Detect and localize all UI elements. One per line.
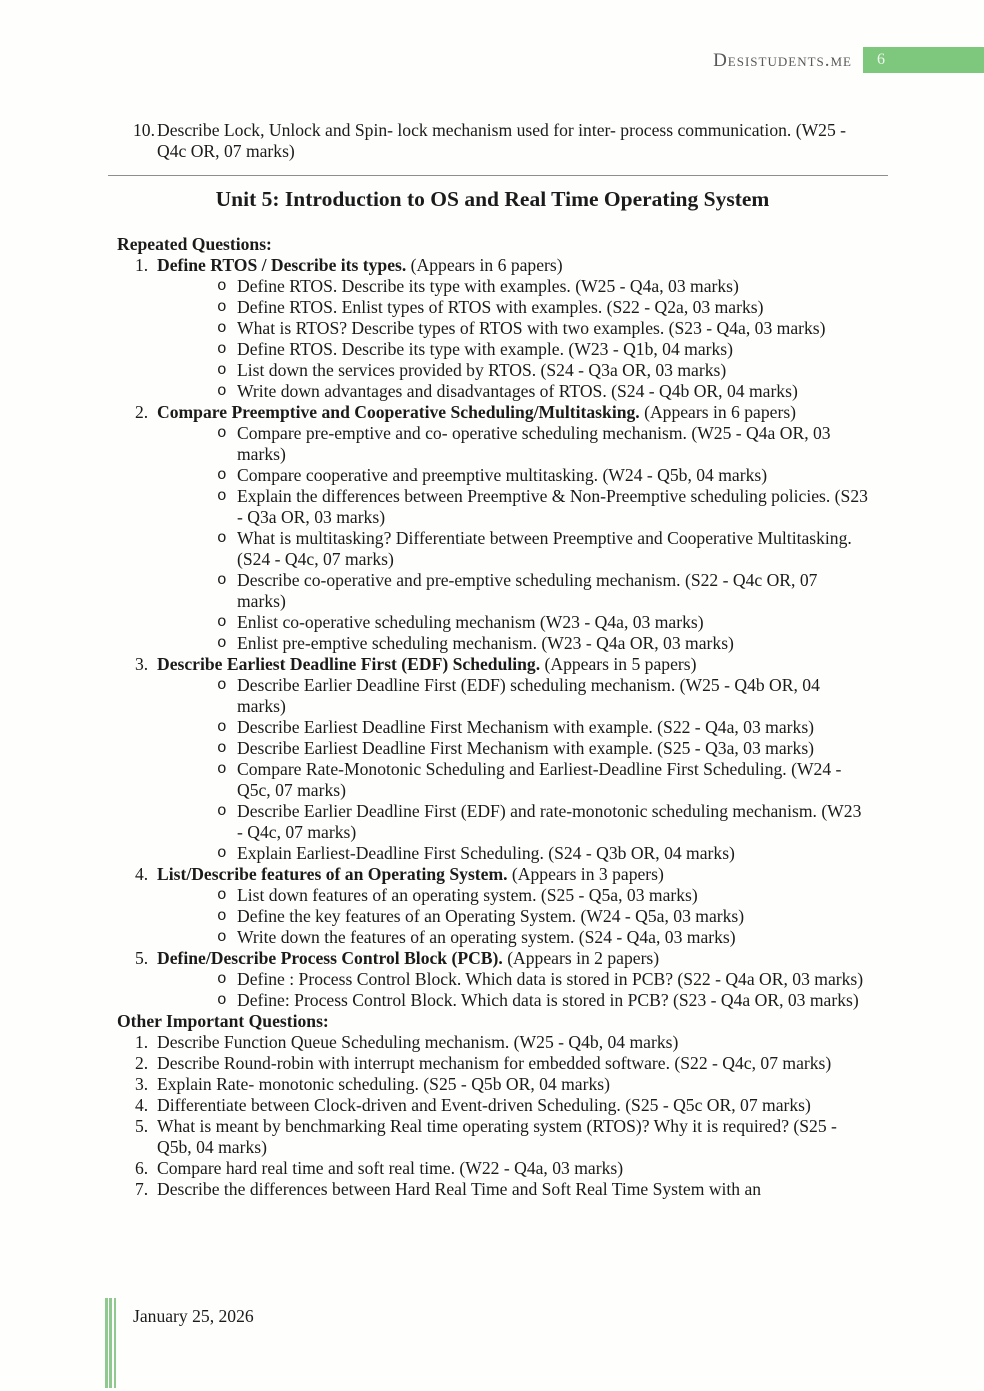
question-item bbox=[117, 948, 868, 1011]
circle-bullet-icon: o bbox=[217, 277, 227, 295]
question-item bbox=[117, 1053, 868, 1074]
section-divider bbox=[108, 175, 888, 176]
question-item bbox=[117, 120, 868, 162]
circle-bullet-icon: o bbox=[217, 466, 227, 484]
item-number: 7. bbox=[135, 1179, 149, 1199]
item-text: (Appears in 2 papers) bbox=[502, 948, 660, 968]
sub-question-text: Describe Earlier Deadline First (EDF) and rate-monotonic scheduling mechanism. (W23 - Q4c, 07 marks) bbox=[237, 801, 862, 842]
sub-question-item bbox=[157, 990, 868, 1011]
item-number: 4. bbox=[135, 1095, 149, 1115]
sub-question-item bbox=[157, 339, 868, 360]
sub-question-item bbox=[157, 633, 868, 654]
footer-decorative-lines bbox=[105, 1298, 118, 1388]
item-text: Describe Lock, Unlock and Spin- lock mechanism used for inter- process communication. (W25 - Q4c OR, 07 marks) bbox=[157, 120, 847, 161]
green-line bbox=[109, 1298, 112, 1388]
document-content bbox=[117, 120, 868, 1200]
circle-bullet-icon: o bbox=[217, 718, 227, 736]
circle-bullet-icon: o bbox=[217, 739, 227, 757]
item-bold-text: Compare Preemptive and Cooperative Scheduling/Multitasking. bbox=[157, 402, 640, 422]
item-bold-text: Define RTOS / Describe its types. bbox=[157, 255, 407, 275]
sub-question-item bbox=[157, 675, 868, 717]
question-item bbox=[117, 1158, 868, 1179]
sub-question-item bbox=[157, 969, 868, 990]
item-text: Describe Function Queue Scheduling mechanism. (W25 - Q4b, 04 marks) bbox=[157, 1032, 679, 1052]
questions-area bbox=[117, 234, 868, 1200]
sub-question-text: Enlist pre-emptive scheduling mechanism. (W23 - Q4a OR, 03 marks) bbox=[237, 633, 734, 653]
item-text: Explain Rate- monotonic scheduling. (S25 - Q5b OR, 04 marks) bbox=[157, 1074, 610, 1094]
circle-bullet-icon: o bbox=[217, 340, 227, 358]
circle-bullet-icon: o bbox=[217, 970, 227, 988]
question-item bbox=[117, 1095, 868, 1116]
sub-question-item bbox=[157, 465, 868, 486]
sub-question-text: Compare Rate-Monotonic Scheduling and Earliest-Deadline First Scheduling. (W24 - Q5c, 07 marks) bbox=[237, 759, 842, 800]
sub-question-text: What is multitasking? Differentiate between Preemptive and Cooperative Multitasking. (S24 - Q4c, 07 marks) bbox=[237, 528, 852, 569]
unit-title: Unit 5: Introduction to OS and Real Time Operating System bbox=[215, 187, 770, 211]
sub-question-item bbox=[157, 360, 868, 381]
circle-bullet-icon: o bbox=[217, 886, 227, 904]
item-bold-text: List/Describe features of an Operating System. bbox=[157, 864, 508, 884]
sub-question-text: Enlist co-operative scheduling mechanism (W23 - Q4a, 03 marks) bbox=[237, 612, 704, 632]
item-number: 1. bbox=[135, 1032, 149, 1052]
site-name: Desistudents.me bbox=[713, 50, 852, 71]
circle-bullet-icon: o bbox=[217, 319, 227, 337]
section-heading: Repeated Questions: bbox=[117, 234, 272, 254]
sub-question-text: Describe Earliest Deadline First Mechanism with example. (S22 - Q4a, 03 marks) bbox=[237, 717, 815, 737]
item-text: Describe the differences between Hard Real Time and Soft Real Time System with an bbox=[157, 1179, 762, 1199]
circle-bullet-icon: o bbox=[217, 991, 227, 1009]
sub-question-text: Compare pre-emptive and co- operative scheduling mechanism. (W25 - Q4a OR, 03 marks) bbox=[237, 423, 831, 464]
item-number: 3. bbox=[135, 1074, 149, 1094]
question-item bbox=[117, 1032, 868, 1053]
page-number-badge bbox=[863, 47, 984, 73]
sub-question-item bbox=[157, 570, 868, 612]
circle-bullet-icon: o bbox=[217, 298, 227, 316]
item-number: 1. bbox=[135, 255, 149, 275]
sub-question-text: Explain the differences between Preemptive & Non-Preemptive scheduling policies. (S23 - Q3a OR, 03 marks) bbox=[237, 486, 868, 527]
item-number: 3. bbox=[135, 654, 149, 674]
sub-question-item bbox=[157, 738, 868, 759]
item-text: (Appears in 3 papers) bbox=[507, 864, 664, 884]
sub-question-item bbox=[157, 381, 868, 402]
sub-question-text: Define: Process Control Block. Which data is stored in PCB? (S23 - Q4a OR, 03 marks) bbox=[237, 990, 859, 1010]
sub-question-item bbox=[157, 318, 868, 339]
circle-bullet-icon: o bbox=[217, 928, 227, 946]
item-number: 4. bbox=[135, 864, 149, 884]
question-item bbox=[117, 1179, 868, 1200]
sub-question-text: List down features of an operating system. (S25 - Q5a, 03 marks) bbox=[237, 885, 698, 905]
item-subs bbox=[157, 885, 868, 948]
item-text: (Appears in 6 papers) bbox=[406, 255, 563, 275]
page-number: 6 bbox=[877, 51, 885, 68]
sub-question-text: Compare cooperative and preemptive multitasking. (W24 - Q5b, 04 marks) bbox=[237, 465, 768, 485]
item-number: 5. bbox=[135, 948, 149, 968]
item-text: What is meant by benchmarking Real time operating system (RTOS)? Why it is required? (S25 - Q5b, 04 marks) bbox=[157, 1116, 837, 1157]
sub-question-text: List down the services provided by RTOS. (S24 - Q3a OR, 03 marks) bbox=[237, 360, 727, 380]
sub-question-item bbox=[157, 423, 868, 465]
item-number: 6. bbox=[135, 1158, 149, 1178]
item-text: (Appears in 5 papers) bbox=[540, 654, 697, 674]
sub-question-item bbox=[157, 486, 868, 528]
green-line bbox=[105, 1298, 108, 1388]
item-bold-text: Describe Earliest Deadline First (EDF) Scheduling. bbox=[157, 654, 541, 674]
circle-bullet-icon: o bbox=[217, 802, 227, 820]
circle-bullet-icon: o bbox=[217, 844, 227, 862]
sub-question-text: Describe Earliest Deadline First Mechanism with example. (S25 - Q3a, 03 marks) bbox=[237, 738, 815, 758]
circle-bullet-icon: o bbox=[217, 676, 227, 694]
circle-bullet-icon: o bbox=[217, 907, 227, 925]
sub-question-item bbox=[157, 717, 868, 738]
section-items bbox=[117, 1032, 868, 1200]
sub-question-text: Define RTOS. Describe its type with examples. (W25 - Q4a, 03 marks) bbox=[237, 276, 739, 296]
sub-question-item bbox=[157, 612, 868, 633]
circle-bullet-icon: o bbox=[217, 613, 227, 631]
sub-question-text: Describe Earlier Deadline First (EDF) scheduling mechanism. (W25 - Q4b OR, 04 marks) bbox=[237, 675, 820, 716]
question-item bbox=[117, 255, 868, 402]
circle-bullet-icon: o bbox=[217, 487, 227, 505]
sub-question-item bbox=[157, 297, 868, 318]
sub-question-text: Define RTOS. Enlist types of RTOS with examples. (S22 - Q2a, 03 marks) bbox=[237, 297, 764, 317]
question-section bbox=[117, 234, 868, 1011]
circle-bullet-icon: o bbox=[217, 634, 227, 652]
green-line bbox=[114, 1298, 117, 1388]
circle-bullet-icon: o bbox=[217, 382, 227, 400]
sub-question-text: Define the key features of an Operating System. (W24 - Q5a, 03 marks) bbox=[237, 906, 745, 926]
sub-question-item bbox=[157, 927, 868, 948]
sub-question-item bbox=[157, 276, 868, 297]
item-number: 10. bbox=[133, 120, 155, 140]
item-subs bbox=[157, 969, 868, 1011]
question-item bbox=[117, 1074, 868, 1095]
circle-bullet-icon: o bbox=[217, 529, 227, 547]
sub-question-text: What is RTOS? Describe types of RTOS with two examples. (S23 - Q4a, 03 marks) bbox=[237, 318, 826, 338]
sub-question-text: Write down advantages and disadvantages of RTOS. (S24 - Q4b OR, 04 marks) bbox=[237, 381, 798, 401]
item-subs bbox=[157, 423, 868, 654]
sub-question-item bbox=[157, 843, 868, 864]
sub-question-item bbox=[157, 528, 868, 570]
section-items bbox=[117, 255, 868, 1011]
item-subs bbox=[157, 675, 868, 864]
question-item bbox=[117, 864, 868, 948]
circle-bullet-icon: o bbox=[217, 424, 227, 442]
circle-bullet-icon: o bbox=[217, 760, 227, 778]
question-item bbox=[117, 1116, 868, 1158]
item-number: 5. bbox=[135, 1116, 149, 1136]
item-bold-text: Define/Describe Process Control Block (PCB). bbox=[157, 948, 503, 968]
item-text: Differentiate between Clock-driven and Event-driven Scheduling. (S25 - Q5c OR, 07 marks) bbox=[157, 1095, 811, 1115]
item-text: Compare hard real time and soft real time. (W22 - Q4a, 03 marks) bbox=[157, 1158, 624, 1178]
question-section bbox=[117, 1011, 868, 1200]
sub-question-item bbox=[157, 906, 868, 927]
circle-bullet-icon: o bbox=[217, 361, 227, 379]
item-number: 2. bbox=[135, 1053, 149, 1073]
item-text: (Appears in 6 papers) bbox=[639, 402, 797, 422]
sub-question-text: Explain Earliest-Deadline First Scheduling. (S24 - Q3b OR, 04 marks) bbox=[237, 843, 735, 863]
question-item bbox=[117, 402, 868, 654]
section-heading: Other Important Questions: bbox=[117, 1011, 329, 1031]
question-item bbox=[117, 654, 868, 864]
sub-question-item bbox=[157, 885, 868, 906]
sub-question-text: Define : Process Control Block. Which data is stored in PCB? (S22 - Q4a OR, 03 marks) bbox=[237, 969, 864, 989]
item-subs bbox=[157, 276, 868, 402]
sub-question-item bbox=[157, 759, 868, 801]
sub-question-item bbox=[157, 801, 868, 843]
sub-question-text: Define RTOS. Describe its type with example. (W23 - Q1b, 04 marks) bbox=[237, 339, 734, 359]
sub-question-text: Write down the features of an operating system. (S24 - Q4a, 03 marks) bbox=[237, 927, 736, 947]
circle-bullet-icon: o bbox=[217, 571, 227, 589]
sub-question-text: Describe co-operative and pre-emptive scheduling mechanism. (S22 - Q4c OR, 07 marks) bbox=[237, 570, 818, 611]
item-number: 2. bbox=[135, 402, 149, 422]
item-text: Describe Round-robin with interrupt mechanism for embedded software. (S22 - Q4c, 07 marks) bbox=[157, 1053, 832, 1073]
footer-date: January 25, 2026 bbox=[133, 1306, 254, 1326]
